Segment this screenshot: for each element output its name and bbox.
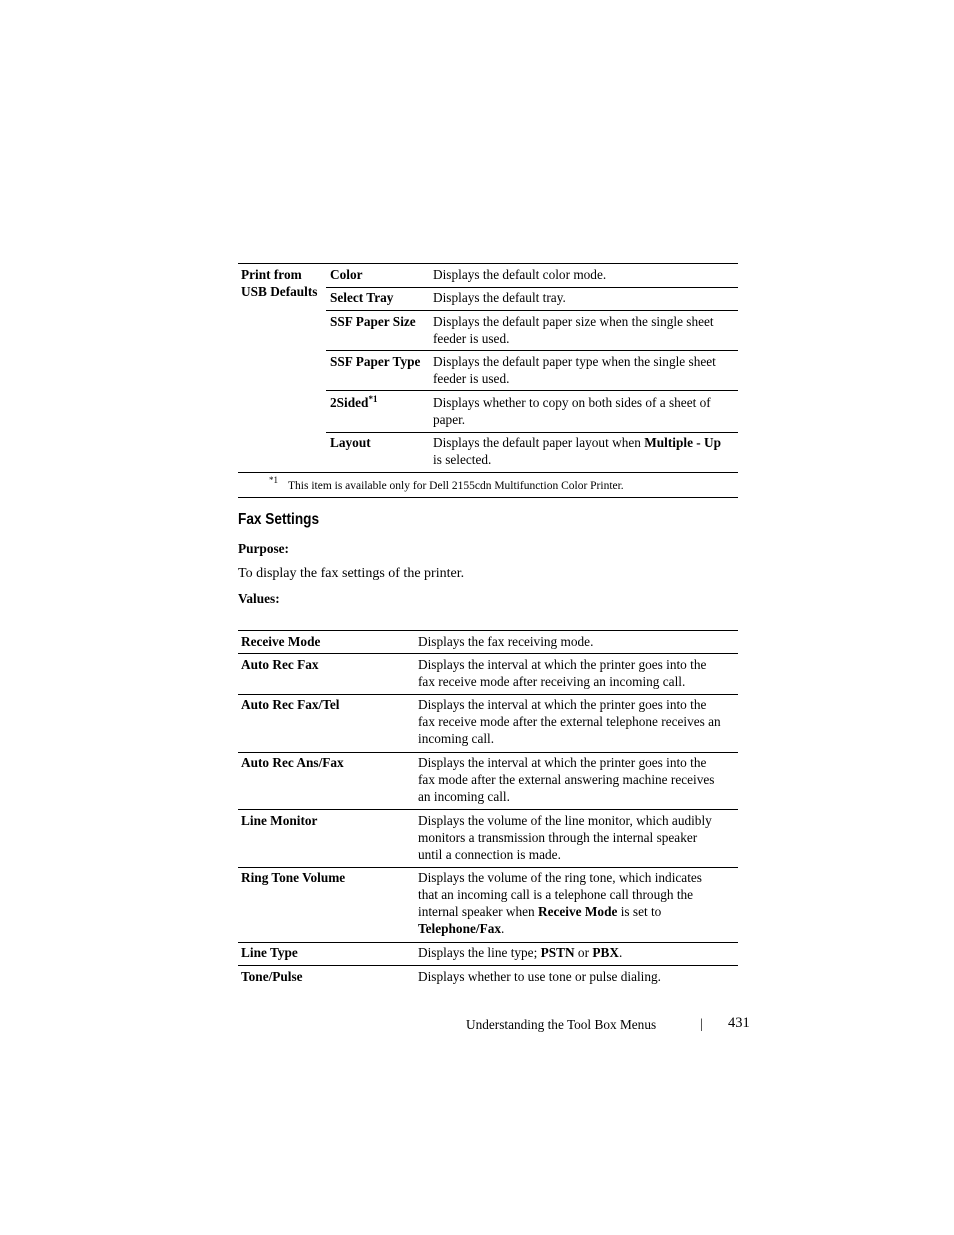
- setting-name: Ring Tone Volume: [241, 870, 346, 885]
- footnote: This item is available only for Dell 2155cdn Multifunction Color Printer.: [288, 480, 624, 492]
- row-divider: [326, 432, 738, 433]
- desc-line: Displays whether to copy on both sides of a sheet of: [433, 395, 711, 410]
- setting-name: Color: [330, 267, 363, 282]
- row-divider: [326, 350, 738, 351]
- desc-text: Displays the line type;: [418, 945, 541, 960]
- setting-desc: [418, 656, 706, 690]
- footnote-mark: *1: [269, 475, 278, 485]
- row-divider: [238, 694, 738, 695]
- desc-line: an incoming call.: [418, 789, 510, 804]
- setting-name: Line Monitor: [241, 813, 318, 828]
- setting-name: Select Tray: [330, 290, 394, 305]
- setting-desc: [433, 313, 714, 347]
- page-number: 431: [728, 1015, 750, 1031]
- table-rule: [238, 630, 738, 631]
- setting-name: Tone/Pulse: [241, 969, 303, 984]
- setting-name: Layout: [330, 435, 371, 450]
- setting-desc: Displays the default tray.: [433, 290, 566, 305]
- setting-desc: [418, 754, 714, 805]
- values-label: Values:: [238, 591, 280, 606]
- setting-desc: [418, 812, 712, 863]
- desc-text: or: [574, 945, 593, 960]
- row-divider: [238, 965, 738, 966]
- setting-desc: Displays whether to use tone or pulse dialing.: [418, 969, 661, 984]
- desc-line: Displays the default paper size when the single sheet: [433, 314, 714, 329]
- section-title: Fax Settings: [238, 511, 320, 528]
- desc-line: fax receive mode after the external telephone receives an: [418, 714, 721, 729]
- desc-line: feeder is used.: [433, 371, 510, 386]
- desc-line: Displays the interval at which the printer goes into the: [418, 697, 707, 712]
- purpose-text: To display the fax settings of the printer.: [238, 566, 465, 581]
- row-divider: [238, 809, 738, 810]
- desc-line: fax receive mode after receiving an incoming call.: [418, 674, 686, 689]
- setting-desc: [418, 869, 702, 937]
- desc-line: [433, 434, 721, 451]
- row-divider: [326, 287, 738, 288]
- setting-desc: [433, 353, 716, 387]
- setting-desc: Displays the fax receiving mode.: [418, 634, 594, 649]
- group-label: [241, 266, 317, 300]
- row-divider: [238, 867, 738, 868]
- desc-text: internal speaker when: [418, 904, 538, 919]
- row-divider: [326, 390, 738, 391]
- desc-text: is set to: [617, 904, 662, 919]
- desc-bold: Telephone/Fax: [418, 921, 501, 936]
- desc-line: Displays the default paper type when the single sheet: [433, 354, 716, 369]
- row-divider: [326, 310, 738, 311]
- setting-desc: [418, 696, 721, 747]
- desc-line: is selected.: [433, 452, 492, 467]
- desc-line: monitors a transmission through the internal speaker: [418, 830, 698, 845]
- setting-desc: Displays the default color mode.: [433, 267, 607, 282]
- group-label-line: Print from: [241, 267, 302, 282]
- table-rule: [238, 472, 738, 473]
- setting-name: Receive Mode: [241, 634, 321, 649]
- desc-line: fax mode after the external answering machine receives: [418, 772, 715, 787]
- desc-line: [418, 920, 702, 937]
- chapter-title: Understanding the Tool Box Menus: [466, 1017, 657, 1032]
- setting-desc: [418, 944, 622, 961]
- table-rule: [238, 497, 738, 498]
- setting-name: [330, 394, 377, 411]
- setting-name: Auto Rec Fax/Tel: [241, 697, 340, 712]
- footnote-ref: *1: [368, 394, 378, 404]
- desc-text: .: [618, 945, 623, 960]
- desc-line: Displays the volume of the ring tone, which indicates: [418, 870, 702, 885]
- setting-name: Line Type: [241, 945, 298, 960]
- desc-bold: PSTN: [540, 945, 575, 960]
- setting-name: SSF Paper Type: [330, 354, 421, 369]
- desc-line: Displays the interval at which the printer goes into the: [418, 755, 707, 770]
- footer-separator: |: [700, 1016, 703, 1031]
- desc-line: feeder is used.: [433, 331, 510, 346]
- row-divider: [238, 653, 738, 654]
- setting-name-text: 2Sided: [330, 395, 369, 410]
- row-divider: [238, 752, 738, 753]
- desc-line: incoming call.: [418, 731, 495, 746]
- desc-line: until a connection is made.: [418, 847, 561, 862]
- group-label-line: USB Defaults: [241, 284, 318, 299]
- row-divider: [238, 942, 738, 943]
- setting-desc: [433, 394, 711, 428]
- setting-name: Auto Rec Ans/Fax: [241, 755, 344, 770]
- desc-bold: PBX: [592, 945, 619, 960]
- desc-line: Displays the interval at which the printer goes into the: [418, 657, 707, 672]
- setting-name: Auto Rec Fax: [241, 657, 319, 672]
- desc-line: that an incoming call is a telephone call through the: [418, 887, 694, 902]
- desc-line: [418, 903, 702, 920]
- setting-desc: [433, 434, 721, 468]
- setting-name: SSF Paper Size: [330, 314, 416, 329]
- table-rule: [238, 263, 738, 264]
- purpose-label: Purpose:: [238, 541, 289, 556]
- desc-line: paper.: [433, 412, 466, 427]
- desc-line: Displays the volume of the line monitor, which audibly: [418, 813, 712, 828]
- desc-text: .: [501, 921, 505, 936]
- desc-bold: Receive Mode: [538, 904, 618, 919]
- desc-bold: Multiple - Up: [644, 435, 722, 450]
- desc-text: Displays the default paper layout when: [433, 435, 645, 450]
